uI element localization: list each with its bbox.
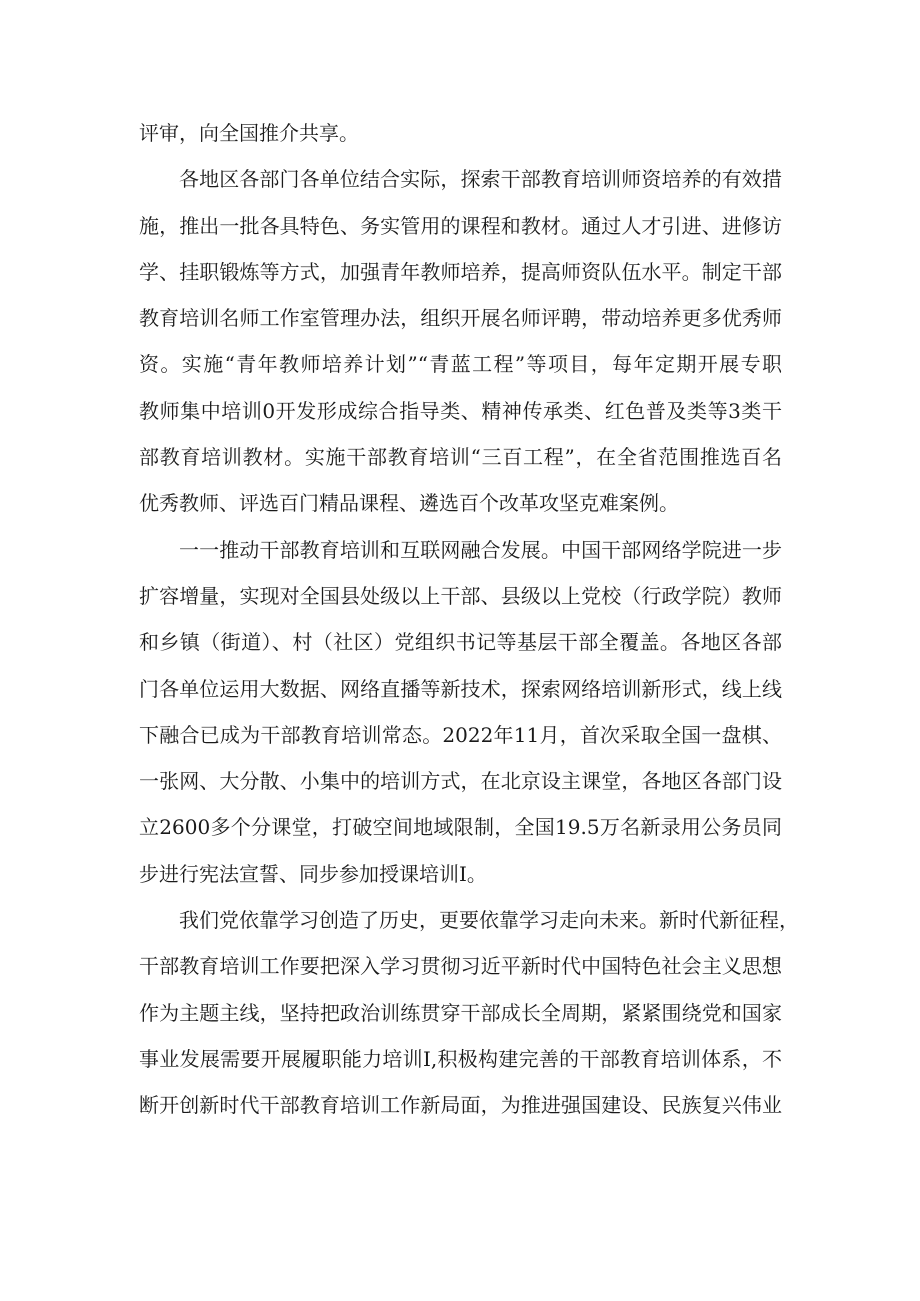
- text-line: 教育培训名师工作室管理办法，组织开展名师评聘，带动培养更多优秀师: [139, 306, 782, 331]
- text-line: 我们党依靠学习创造了历史，更要依靠学习走向未来。新时代新征程，: [179, 908, 799, 933]
- text-line: 干部教育培训工作要把深入学习贯彻习近平新时代中国特色社会主义思想: [139, 954, 782, 979]
- text-line: 一一推动干部教育培训和互联网融合发展。中国干部网络学院进一步: [179, 537, 782, 562]
- text-line: 优秀教师、评选百门精品课程、遴选百个改革攻坚克难案例。: [139, 491, 679, 516]
- text-line: 作为主题主线，坚持把政治训练贯穿干部成长全周期，紧紧围绕党和国家: [139, 1000, 782, 1025]
- text-line: 各地区各部门各单位结合实际，探索干部教育培训师资培养的有效措: [179, 167, 782, 192]
- text-line: 立2600多个分课堂，打破空间地域限制，全国19.5万名新录用公务员同: [139, 815, 782, 840]
- text-line: 步进行宪法宣誓、同步参加授课培训I。: [139, 861, 487, 886]
- text-line: 门各单位运用大数据、网络直播等新技术，探索网络培训新形式，线上线: [139, 676, 782, 701]
- text-line: 资。实施“青年教师培养计划”“青蓝工程”等项目，每年定期开展专职: [139, 352, 782, 377]
- text-line: 扩容增量，实现对全国县处级以上干部、县级以上党校（行政学院）教师: [139, 583, 782, 608]
- text-line: 评审，向全国推介共享。: [139, 121, 359, 145]
- text-line: 部教育培训教材。实施干部教育培训“三百工程”，在全省范围推选百名: [139, 445, 782, 470]
- text-line: 下融合已成为干部教育培训常态。2022年11月，首次采取全国一盘棋、: [139, 722, 782, 747]
- text-line: 和乡镇（街道）、村（社区）党组织书记等基层干部全覆盖。各地区各部: [139, 630, 782, 655]
- document-body: [139, 110, 799, 1129]
- text-line: 学、挂职锻炼等方式，加强青年教师培养，提高师资队伍水平。制定干部: [139, 259, 782, 284]
- text-line: 断开创新时代干部教育培训工作新局面，为推进强国建设、民族复兴伟业: [139, 1093, 782, 1118]
- text-line: 教师集中培训0开发形成综合指导类、精神传承类、红色普及类等3类干: [139, 398, 782, 423]
- text-line: 事业发展需要开展履职能力培训I,积极构建完善的干部教育培训体系，不: [139, 1046, 782, 1071]
- text-line: 施，推出一批各具特色、务实管用的课程和教材。通过人才引进、进修访: [139, 213, 782, 238]
- text-line: 一张网、大分散、小集中的培训方式，在北京设主课堂，各地区各部门设: [139, 769, 782, 794]
